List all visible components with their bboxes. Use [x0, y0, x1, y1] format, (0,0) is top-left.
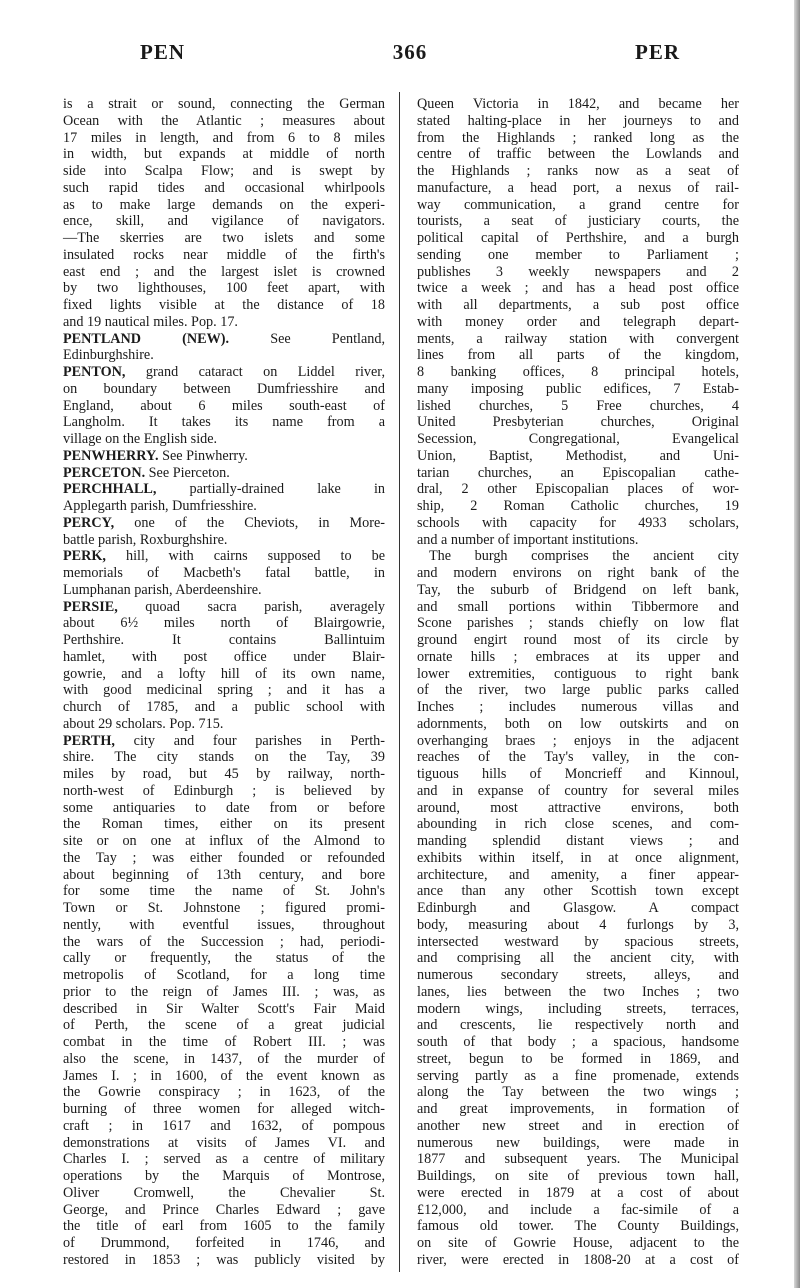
text-line [63, 1001, 385, 1018]
entry-text: dral, 2 other Episcopalian places of wor- [417, 481, 739, 498]
header-right-guide-word: PER [635, 40, 680, 64]
entry-text: exhibits within itself, in at once alignment, [417, 849, 739, 866]
entry-text: 17 miles in length, and from 6 to 8 miles [63, 129, 385, 146]
text-line [417, 347, 739, 364]
entry-text: See Pentland, [229, 330, 385, 347]
text-line [417, 1168, 739, 1185]
text-line [63, 733, 385, 750]
text-line [63, 532, 385, 549]
entry-text: on boundary between Dumfriesshire and [63, 380, 385, 397]
text-line [417, 967, 739, 984]
entry-text: memorials of Macbeth's fatal battle, in [63, 565, 385, 581]
entry-text: from the Highlands ; ranked long as the [417, 129, 739, 146]
entry-text: body, measuring about 4 furlongs by 3, [417, 916, 739, 933]
entry-text: serving partly as a fine promenade, extends [417, 1067, 739, 1084]
entry-text: also the scene, in 1437, of the murder of [63, 1050, 385, 1067]
text-line [417, 934, 739, 951]
entry-text: tarian churches, an Episcopalian cathe- [417, 464, 739, 481]
entry-text: some antiquaries to date from or before [63, 799, 385, 816]
entry-text: lanes, lies between the two Inches ; two [417, 983, 739, 1000]
text-line [417, 398, 739, 415]
text-line [63, 213, 385, 230]
text-line [417, 749, 739, 766]
text-line [417, 1252, 739, 1269]
entry-headword: PERK, [63, 548, 106, 565]
header-left-guide-word: PEN [140, 40, 185, 64]
entry-text: battle parish, Roxburghshire. [63, 531, 228, 548]
entry-text: on site of Gowrie House, adjacent to the [417, 1235, 739, 1251]
entry-text: lower extremities, contiguous to right bank [417, 665, 739, 682]
text-line [417, 364, 739, 381]
text-line [63, 850, 385, 867]
text-line [417, 515, 739, 532]
entry-text: ance than any other Scottish town except [417, 883, 739, 900]
entry-text: of Drummond, forfeited in 1746, and [63, 1235, 385, 1251]
text-line [417, 850, 739, 867]
text-line [63, 599, 385, 616]
entry-text: manufacture, a head port, a nexus of rail- [417, 179, 739, 196]
entry-text: Charles I. ; served as a centre of military [63, 1151, 385, 1168]
entry-text: adornments, both on low outskirts and on [417, 715, 739, 732]
text-line [417, 297, 739, 314]
entry-text: lished churches, 5 Free churches, 4 [417, 397, 739, 414]
entry-text: and crescents, lie respectively north and [417, 1017, 739, 1034]
entry-text: tourists, a seat of justiciary courts, the [417, 213, 739, 230]
entry-headword: PENTLAND (NEW). [63, 330, 230, 347]
entry-text: intersected westward by spacious streets, [417, 933, 739, 950]
text-line [417, 582, 739, 599]
entry-text: political capital of Perthshire, and a burgh [417, 230, 739, 246]
text-line [417, 465, 739, 482]
right-column [417, 96, 739, 1269]
entry-text: described in Sir Walter Scott's Fair Maid [63, 1000, 385, 1017]
text-line [63, 130, 385, 147]
text-line [417, 1001, 739, 1018]
entry-text: the Roman times, either on its present [63, 816, 385, 833]
entry-text: Lumphanan parish, Aberdeenshire. [63, 581, 262, 598]
entry-headword: PERTH, [63, 732, 115, 749]
text-line [417, 1235, 739, 1252]
entry-text: George, and Prince Charles Edward ; gave [63, 1201, 385, 1218]
entry-text: partially-drained lake in [156, 481, 385, 498]
text-line [417, 548, 739, 565]
entry-text: 1877 and subsequent years. The Municipal [417, 1151, 739, 1168]
entry-text: fixed lights visible at the distance of 18 [63, 297, 385, 313]
entry-text: Union, Baptist, Methodist, and Uni- [417, 447, 739, 464]
text-line [417, 783, 739, 800]
text-line [63, 816, 385, 833]
text-line [63, 314, 385, 331]
entry-text: for some time the name of St. John's [63, 883, 385, 900]
text-line [63, 1168, 385, 1185]
entry-text: about 6½ miles north of Blairgowrie, [63, 615, 385, 632]
entry-text: twice a week ; and has a head post office [417, 280, 739, 297]
entry-text: tiguous hills of Moncrieff and Kinnoul, [417, 766, 739, 782]
text-line [63, 1202, 385, 1219]
text-line [417, 264, 739, 281]
entry-text: operations by the Marquis of Montrose, [63, 1168, 385, 1184]
text-line [63, 984, 385, 1001]
text-line [63, 967, 385, 984]
text-line [417, 1135, 739, 1152]
entry-headword: PERSIE, [63, 598, 118, 615]
entry-text: nently, with eventful issues, throughout [63, 916, 385, 933]
entry-text: many imposing public edifices, 7 Estab- [417, 380, 739, 397]
text-line [63, 649, 385, 666]
text-line [417, 1017, 739, 1034]
text-line [417, 314, 739, 331]
text-line [417, 816, 739, 833]
entry-text: and great improvements, in formation of [417, 1101, 739, 1117]
entry-text: hill, with cairns supposed to be [105, 548, 385, 565]
entry-text: reaches of the Tay's valley, in the con- [417, 749, 739, 766]
text-line [63, 783, 385, 800]
entry-text: numerous new buildings, were made in [417, 1134, 739, 1151]
text-line [417, 96, 739, 113]
text-line [417, 1051, 739, 1068]
entry-text: about 29 scholars. Pop. 715. [63, 715, 224, 732]
entry-text: combat in the time of Robert III. ; was [63, 1034, 385, 1050]
text-line [417, 230, 739, 247]
entry-text: the Highlands ; ranks now as a seat of [417, 163, 739, 179]
text-line [63, 163, 385, 180]
entry-text: ments, a railway station with convergent [417, 330, 739, 347]
text-line [63, 900, 385, 917]
text-line [417, 716, 739, 733]
text-line [417, 213, 739, 230]
text-line [417, 682, 739, 699]
text-line [417, 130, 739, 147]
text-line [417, 733, 739, 750]
running-header [140, 40, 680, 68]
text-line [417, 1084, 739, 1101]
text-line [417, 1202, 739, 1219]
entry-text: See Pinwherry. [158, 447, 248, 464]
entry-text: by two lighthouses, 100 feet apart, with [63, 280, 385, 297]
entry-text: east end ; and the largest islet is crowned [63, 263, 385, 280]
text-line [417, 615, 739, 632]
entry-text: Scone parishes ; stands chiefly on low flat [417, 615, 739, 632]
entry-text: with all departments, a sub post office [417, 297, 739, 313]
entry-text: such rapid tides and occasional whirlpools [63, 179, 385, 196]
entry-text: of the river, two large public parks called [417, 682, 739, 699]
text-line [63, 515, 385, 532]
text-line [63, 883, 385, 900]
entry-text: another new street and in erection of [417, 1117, 739, 1134]
text-line [417, 146, 739, 163]
text-line [63, 1101, 385, 1118]
entry-text: river, were erected in 1808-20 at a cost of [417, 1251, 739, 1268]
text-line [417, 481, 739, 498]
text-line [417, 632, 739, 649]
entry-text: miles by road, but 45 by railway, north- [63, 766, 385, 782]
text-line [417, 498, 739, 515]
entry-text: Oliver Cromwell, the Chevalier St. [63, 1184, 385, 1201]
text-line [63, 917, 385, 934]
entry-text: See Pierceton. [145, 464, 230, 481]
text-line [417, 113, 739, 130]
text-line [63, 414, 385, 431]
entry-text: street, begun to be formed in 1869, and [417, 1050, 739, 1067]
text-line [63, 1068, 385, 1085]
text-line [417, 431, 739, 448]
text-line [417, 197, 739, 214]
text-line [417, 381, 739, 398]
entry-headword: PENWHERRY. [63, 447, 159, 464]
text-line [63, 364, 385, 381]
text-line [417, 800, 739, 817]
entry-text: abounding in rich close scenes, and com- [417, 816, 739, 833]
text-line [63, 481, 385, 498]
text-line [63, 180, 385, 197]
entry-text: Ocean with the Atlantic ; measures about [63, 112, 385, 129]
entry-text: James I. ; in 1600, of the event known as [63, 1067, 385, 1084]
entry-text: ornate hills ; embraces at its upper and [417, 648, 739, 665]
entry-text: the title of earl from 1605 to the family [63, 1218, 385, 1235]
text-line [63, 1118, 385, 1135]
text-line [63, 347, 385, 364]
text-line [63, 498, 385, 515]
entry-headword: PERCY, [63, 514, 115, 531]
entry-text: were erected in 1879 at a cost of about [417, 1184, 739, 1201]
entry-text: in width, but expands at middle of north [63, 146, 385, 163]
text-line [63, 113, 385, 130]
entry-text: architecture, and amenity, a finer appear- [417, 866, 739, 883]
entry-text: Inches ; includes numerous villas and [417, 699, 739, 715]
text-line [63, 632, 385, 649]
text-line [63, 867, 385, 884]
text-line [63, 1017, 385, 1034]
text-line [63, 331, 385, 348]
entry-text: metropolis of Scotland, for a long time [63, 967, 385, 983]
text-line [417, 448, 739, 465]
text-line [63, 1034, 385, 1051]
entry-headword: PERCETON. [63, 464, 146, 481]
text-line [417, 867, 739, 884]
entry-text: as to make large demands on the experi- [63, 196, 385, 213]
entry-text: burning of three women for alleged witch- [63, 1101, 385, 1117]
text-line [417, 950, 739, 967]
text-line [63, 465, 385, 482]
left-column [63, 96, 385, 1269]
entry-text: United Presbyterian churches, Original [417, 414, 739, 431]
text-line [63, 247, 385, 264]
entry-text: ground engirt round most of its circle by [417, 632, 739, 648]
page-edge-shadow [794, 0, 800, 1288]
entry-text: Langholm. It takes its name from a [63, 414, 385, 431]
entry-text: England, about 6 miles south-east of [63, 397, 385, 414]
entry-text: £12,000, and include a fac-simile of a [417, 1201, 739, 1218]
text-line [417, 1034, 739, 1051]
entry-text: lines from all parts of the kingdom, [417, 347, 739, 364]
text-line [63, 582, 385, 599]
text-line [417, 699, 739, 716]
entry-text: insulated rocks near middle of the firth's [63, 246, 385, 263]
entry-text: Queen Victoria in 1842, and became her [417, 96, 739, 112]
text-line [417, 900, 739, 917]
text-line [63, 565, 385, 582]
entry-text: the wars of the Succession ; had, periodi- [63, 933, 385, 950]
text-line [417, 163, 739, 180]
text-line [63, 615, 385, 632]
entry-text: craft ; in 1617 and 1632, of pompous [63, 1117, 385, 1134]
text-line [63, 699, 385, 716]
entry-text: way communication, a grand centre for [417, 196, 739, 213]
entry-text: and 19 nautical miles. Pop. 17. [63, 313, 238, 330]
entry-text: village on the English side. [63, 431, 218, 447]
text-line [63, 297, 385, 314]
column-divider [399, 92, 400, 1272]
text-line [63, 1151, 385, 1168]
entry-text: ship, 2 Roman Catholic churches, 19 [417, 498, 739, 514]
entry-text: Secession, Congregational, Evangelical [417, 431, 739, 447]
text-line [417, 833, 739, 850]
entry-text: hamlet, with post office under Blair- [63, 648, 385, 665]
text-line [63, 1252, 385, 1269]
text-line [63, 431, 385, 448]
entry-text: overhanging braes ; enjoys in the adjacent [417, 732, 739, 749]
text-line [63, 381, 385, 398]
entry-text: quoad sacra parish, averagely [117, 598, 385, 615]
entry-headword: PENTON, [63, 364, 126, 380]
entry-text: along the Tay between the two wings ; [417, 1084, 739, 1101]
text-line [63, 766, 385, 783]
text-line [63, 280, 385, 297]
text-line [63, 96, 385, 113]
entry-text: and in expanse of country for several miles [417, 782, 739, 799]
text-line [417, 1068, 739, 1085]
entry-text: Perthshire. It contains Ballintuim [63, 632, 385, 648]
text-line [63, 1084, 385, 1101]
text-line [417, 280, 739, 297]
text-line [417, 331, 739, 348]
text-line [417, 599, 739, 616]
text-line [417, 414, 739, 431]
text-line [63, 749, 385, 766]
text-line [63, 264, 385, 281]
entry-text: Edinburgh and Glasgow. A compact [417, 900, 739, 916]
entry-text: famous old tower. The County Buildings, [417, 1218, 739, 1235]
text-line [417, 666, 739, 683]
entry-text: of Perth, the scene of a great judicial [63, 1017, 385, 1034]
entry-text: Buildings, on site of previous town hall, [417, 1168, 739, 1184]
text-line [63, 548, 385, 565]
text-line [63, 1185, 385, 1202]
entry-text: sending one member to Parliament ; [417, 246, 739, 263]
entry-text: and comprising all the ancient city, with [417, 950, 739, 967]
entry-text: and small portions within Tibbermore and [417, 598, 739, 615]
entry-text: shire. The city stands on the Tay, 39 [63, 749, 385, 766]
text-line [417, 1101, 739, 1118]
entry-headword: PERCHHALL, [63, 481, 157, 498]
text-line [63, 666, 385, 683]
entry-text: city and four parishes in Perth- [114, 732, 385, 749]
text-line [417, 247, 739, 264]
entry-text: Town or St. Johnstone ; figured promi- [63, 900, 385, 916]
entry-text: and modern environs on right bank of the [417, 565, 739, 581]
entry-text: centre of traffic between the Lowlands and [417, 146, 739, 163]
entry-text: around, most attractive environs, both [417, 799, 739, 816]
entry-text: Edinburghshire. [63, 347, 154, 364]
entry-text: Tay, the suburb of Bridgend on left bank, [417, 581, 739, 598]
entry-text: the Tay ; was either founded or refounded [63, 849, 385, 866]
text-line [417, 883, 739, 900]
entry-text: grand cataract on Liddel river, [125, 364, 385, 380]
entry-text: with money order and telegraph depart- [417, 313, 739, 330]
entry-text: site or on one at influx of the Almond to [63, 833, 385, 849]
text-line [417, 917, 739, 934]
entry-text: north-west of Edinburgh ; is believed by [63, 782, 385, 799]
text-line [417, 532, 739, 549]
entry-text: The burgh comprises the ancient city [429, 548, 739, 565]
text-line [417, 1118, 739, 1135]
entry-text: restored in 1853 ; was publicly visited by [63, 1251, 385, 1268]
text-line [63, 1218, 385, 1235]
text-line [63, 448, 385, 465]
entry-text: church of 1785, and a public school with [63, 699, 385, 715]
entry-text: cally or frequently, the status of the [63, 950, 385, 967]
text-line [63, 1235, 385, 1252]
text-line [63, 800, 385, 817]
entry-text: is a strait or sound, connecting the German [63, 96, 385, 112]
text-line [63, 934, 385, 951]
text-line [63, 1051, 385, 1068]
text-line [63, 197, 385, 214]
text-line [63, 146, 385, 163]
entry-text: south of that body ; a spacious, handsome [417, 1034, 739, 1050]
text-line [63, 682, 385, 699]
text-line [63, 398, 385, 415]
text-line [63, 230, 385, 247]
text-line [417, 1218, 739, 1235]
text-line [417, 1151, 739, 1168]
entry-text: stated halting-place in her journeys to and [417, 112, 739, 129]
entry-text: about beginning of 13th century, and bore [63, 866, 385, 883]
entry-text: ence, skill, and vigilance of navigators. [63, 213, 385, 230]
text-line [417, 180, 739, 197]
entry-text: Applegarth parish, Dumfriesshire. [63, 498, 257, 514]
page-number: 366 [392, 40, 428, 64]
entry-text: with good medicinal spring ; and it has a [63, 682, 385, 699]
entry-text: —The skerries are two islets and some [63, 230, 385, 246]
entry-text: demonstrations at visits of James VI. and [63, 1134, 385, 1151]
text-line [417, 565, 739, 582]
entry-text: numerous secondary streets, alleys, and [417, 967, 739, 983]
entry-text: side into Scalpa Flow; and is swept by [63, 163, 385, 179]
entry-text: 8 banking offices, 8 principal hotels, [417, 364, 739, 380]
entry-text: publishes 3 weekly newspapers and 2 [417, 263, 739, 280]
entry-text: the Gowrie conspiracy ; in 1623, of the [63, 1084, 385, 1101]
text-line [63, 716, 385, 733]
text-line [63, 950, 385, 967]
text-line [417, 984, 739, 1001]
entry-text: and a number of important institutions. [417, 531, 639, 548]
text-line [63, 1135, 385, 1152]
entry-text: one of the Cheviots, in More- [114, 514, 385, 531]
text-line [417, 649, 739, 666]
entry-text: manding splendid distant views ; and [417, 833, 739, 849]
entry-text: schools with capacity for 4933 scholars, [417, 514, 739, 531]
entry-text: gowrie, and a lofty hill of its own name, [63, 665, 385, 682]
entry-text: prior to the reign of James III. ; was, as [63, 983, 385, 1000]
text-line [63, 833, 385, 850]
text-line [417, 766, 739, 783]
entry-text: modern wings, including streets, terraces, [417, 1000, 739, 1017]
text-line [417, 1185, 739, 1202]
